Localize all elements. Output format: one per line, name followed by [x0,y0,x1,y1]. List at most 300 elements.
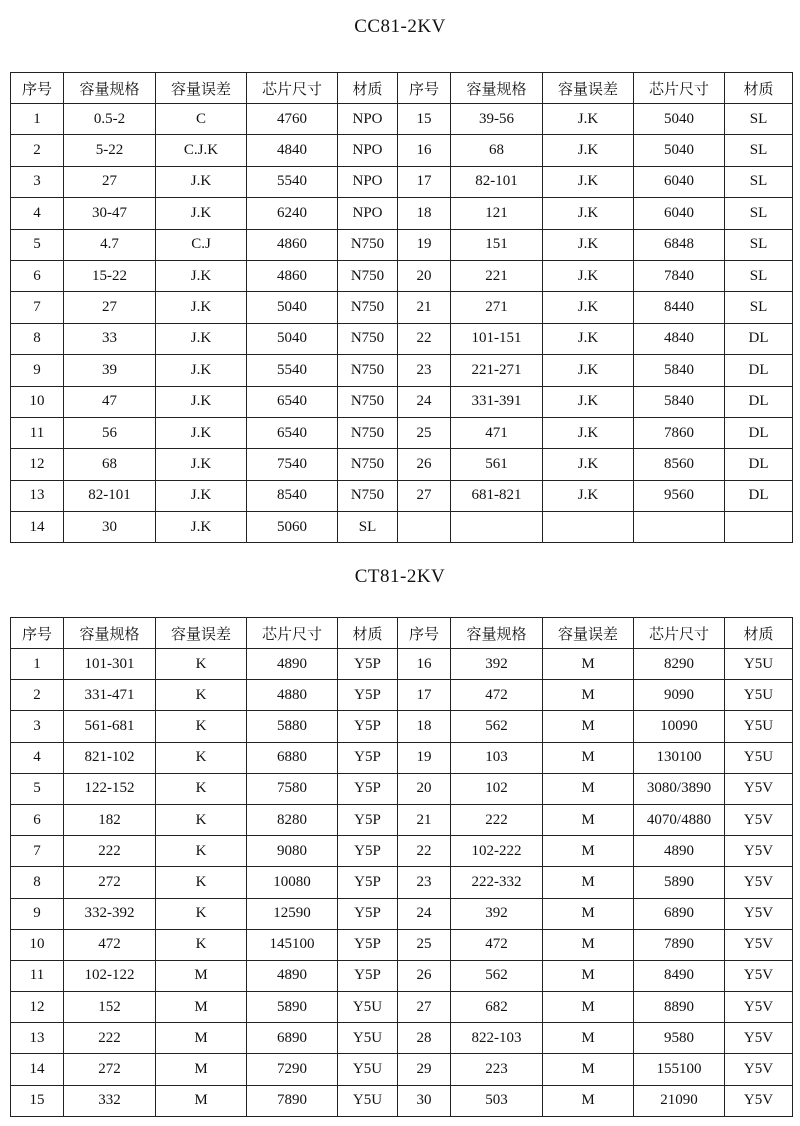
header-material: 材质 [338,73,398,104]
cell-serial-no: 4 [11,198,64,229]
cell-material: SL [725,166,793,197]
cell-material: SL [338,512,398,543]
table-row [11,929,793,960]
cell-serial-no: 20 [398,773,451,804]
cell-material: Y5V [725,898,793,929]
cell-capacity-spec: 4.7 [64,229,156,260]
cell-serial-no: 19 [398,742,451,773]
header-serial-no: 序号 [11,618,64,649]
cell-capacity-tolerance: M [543,773,634,804]
header-serial-no: 序号 [11,73,64,104]
cell-capacity-tolerance: J.K [543,449,634,480]
cell-capacity-tolerance: M [543,898,634,929]
table-row [11,836,793,867]
cell-serial-no: 17 [398,680,451,711]
table-row [11,135,793,166]
table-row [11,449,793,480]
cell-capacity-tolerance: M [543,836,634,867]
cell-serial-no: 14 [11,1054,64,1085]
cell-chip-size: 7860 [634,417,725,448]
cell-material: DL [725,323,793,354]
cell-chip-size: 21090 [634,1085,725,1116]
cell-serial-no: 21 [398,292,451,323]
cell-capacity-tolerance: J.K [156,355,247,386]
cell-material: Y5U [725,742,793,773]
cc81-table-title: CC81-2KV [354,16,446,37]
cell-serial-no: 23 [398,355,451,386]
cell-capacity-tolerance: J.K [156,386,247,417]
cell-material: Y5U [338,1085,398,1116]
cell-capacity-spec: 222 [64,1023,156,1054]
cell-capacity-spec: 5-22 [64,135,156,166]
cell-capacity-tolerance: J.K [156,480,247,511]
cell-capacity-tolerance: M [543,929,634,960]
cell-material: N750 [338,355,398,386]
cell-capacity-tolerance: J.K [156,292,247,323]
cell-material: NPO [338,135,398,166]
cell-material: DL [725,449,793,480]
cell-chip-size: 5840 [634,386,725,417]
cell-capacity-spec: 122-152 [64,773,156,804]
cell-capacity-tolerance: M [543,960,634,991]
cell-chip-size: 4890 [247,649,338,680]
cell-serial-no: 15 [398,104,451,135]
cell-capacity-tolerance: J.K [156,417,247,448]
ct81-table-title: CT81-2KV [354,566,446,587]
cell-capacity-spec: 562 [451,960,543,991]
cell-capacity-tolerance: M [543,867,634,898]
cell-chip-size: 5040 [247,292,338,323]
cell-capacity-tolerance: J.K [156,198,247,229]
cell-material: Y5V [725,1023,793,1054]
cell-serial-no: 2 [11,135,64,166]
cell-chip-size: 9580 [634,1023,725,1054]
cell-capacity-spec: 562 [451,711,543,742]
cell-serial-no: 12 [11,449,64,480]
cell-serial-no: 11 [11,960,64,991]
cell-capacity-spec: 222 [64,836,156,867]
cell-serial-no: 26 [398,960,451,991]
table-row [11,323,793,354]
cell-material: SL [725,229,793,260]
cell-serial-no: 25 [398,417,451,448]
cell-capacity-spec: 682 [451,992,543,1023]
cell-capacity-tolerance: C.J.K [156,135,247,166]
header-capacity-spec: 容量规格 [451,618,543,649]
table-row [11,104,793,135]
cell-capacity-tolerance: K [156,929,247,960]
header-row [11,73,793,104]
cell-serial-no: 13 [11,1023,64,1054]
cell-material: Y5P [338,867,398,898]
cell-material: Y5V [725,804,793,835]
cell-serial-no: 11 [11,417,64,448]
table-row [11,292,793,323]
cell-chip-size: 5890 [634,867,725,898]
cell-material: N750 [338,386,398,417]
cell-material: Y5P [338,773,398,804]
cell-capacity-spec: 152 [64,992,156,1023]
cell-capacity-tolerance: M [156,992,247,1023]
cell-serial-no: 3 [11,711,64,742]
cell-capacity-tolerance: M [543,1054,634,1085]
cell-chip-size: 7890 [247,1085,338,1116]
cell-serial-no: 8 [11,323,64,354]
cell-material: Y5P [338,929,398,960]
cell-material: NPO [338,198,398,229]
cell-capacity-tolerance: J.K [543,198,634,229]
cell-material: SL [725,292,793,323]
cell-material: N750 [338,292,398,323]
cell-capacity-tolerance: K [156,742,247,773]
cell-material: DL [725,480,793,511]
cell-capacity-spec: 15-22 [64,260,156,291]
cell-capacity-tolerance: M [156,960,247,991]
cell-chip-size: 6040 [634,198,725,229]
cell-capacity-tolerance: J.K [543,166,634,197]
cell-chip-size: 6040 [634,166,725,197]
cell-capacity-spec: 221-271 [451,355,543,386]
cell-capacity-spec: 272 [64,1054,156,1085]
cell-chip-size: 8280 [247,804,338,835]
cell-serial-no: 13 [11,480,64,511]
cell-capacity-spec: 561-681 [64,711,156,742]
cell-serial-no: 18 [398,711,451,742]
cell-capacity-spec: 102-122 [64,960,156,991]
cell-chip-size: 7840 [634,260,725,291]
header-row [11,618,793,649]
cell-capacity-tolerance: J.K [543,417,634,448]
cell-capacity-spec: 27 [64,292,156,323]
cell-chip-size: 5880 [247,711,338,742]
cell-serial-no: 29 [398,1054,451,1085]
cell-serial-no: 5 [11,229,64,260]
header-material: 材质 [338,618,398,649]
cell-chip-size: 7580 [247,773,338,804]
cell-material: N750 [338,417,398,448]
cell-capacity-tolerance: M [543,680,634,711]
cell-capacity-spec: 39 [64,355,156,386]
cell-capacity-tolerance: K [156,836,247,867]
cell-serial-no: 27 [398,480,451,511]
table-row [11,804,793,835]
table-row [11,1085,793,1116]
cell-material: DL [725,386,793,417]
cell-capacity-tolerance: J.K [156,512,247,543]
cell-capacity-tolerance: J.K [543,386,634,417]
cell-chip-size: 9090 [634,680,725,711]
cell-capacity-spec: 102 [451,773,543,804]
cell-capacity-spec: 121 [451,198,543,229]
header-capacity-tolerance: 容量误差 [156,618,247,649]
cell-capacity-tolerance: J.K [156,166,247,197]
cell-chip-size: 4840 [247,135,338,166]
cell-material: Y5V [725,929,793,960]
cell-serial-no: 22 [398,836,451,867]
cell-capacity-spec: 472 [451,680,543,711]
table-row [11,898,793,929]
cell-serial-no: 1 [11,104,64,135]
cell-material: NPO [338,166,398,197]
cell-capacity-tolerance: K [156,804,247,835]
table-row [11,229,793,260]
table-row [11,417,793,448]
cell-chip-size: 5040 [247,323,338,354]
cell-capacity-spec: 331-471 [64,680,156,711]
cell-capacity-tolerance: M [543,804,634,835]
cell-material: Y5P [338,711,398,742]
cell-capacity-spec: 503 [451,1085,543,1116]
cell-material: Y5U [725,711,793,742]
cell-capacity-spec: 0.5-2 [64,104,156,135]
cell-material: N750 [338,260,398,291]
cell-chip-size: 5060 [247,512,338,543]
cc81-spec-table [10,72,793,543]
cell-capacity-tolerance: M [543,1023,634,1054]
cell-capacity-spec: 33 [64,323,156,354]
cell-material: SL [725,104,793,135]
cell-chip-size: 6240 [247,198,338,229]
table-row [11,773,793,804]
cell-serial-no: 22 [398,323,451,354]
cell-capacity-spec: 392 [451,649,543,680]
cell-capacity-spec: 30-47 [64,198,156,229]
cell-material: DL [725,355,793,386]
cell-capacity-spec: 821-102 [64,742,156,773]
cell-capacity-spec: 471 [451,417,543,448]
table-row [11,512,793,543]
cell-capacity-spec: 103 [451,742,543,773]
cell-capacity-tolerance: M [156,1054,247,1085]
cell-capacity-spec: 223 [451,1054,543,1085]
cell-chip-size: 4860 [247,260,338,291]
cell-serial-no: 12 [11,992,64,1023]
cell-capacity-tolerance: M [543,1085,634,1116]
cell-capacity-tolerance: J.K [543,135,634,166]
header-capacity-tolerance: 容量误差 [543,73,634,104]
cell-chip-size: 4070/4880 [634,804,725,835]
header-chip-size: 芯片尺寸 [247,618,338,649]
cell-chip-size: 5040 [634,135,725,166]
header-serial-no: 序号 [398,73,451,104]
header-chip-size: 芯片尺寸 [634,73,725,104]
cell-serial-no: 18 [398,198,451,229]
table-row [11,711,793,742]
cell-material [725,512,793,543]
cell-serial-no: 16 [398,649,451,680]
header-material: 材质 [725,73,793,104]
cell-capacity-tolerance: J.K [156,260,247,291]
cell-chip-size: 6848 [634,229,725,260]
cell-capacity-tolerance: K [156,867,247,898]
cell-material: Y5U [338,992,398,1023]
cell-capacity-tolerance: M [543,649,634,680]
cell-chip-size: 8490 [634,960,725,991]
cell-serial-no [398,512,451,543]
cell-serial-no: 6 [11,804,64,835]
cell-material: Y5P [338,680,398,711]
cell-serial-no: 10 [11,386,64,417]
cell-chip-size: 145100 [247,929,338,960]
cell-serial-no: 24 [398,386,451,417]
cell-material: SL [725,198,793,229]
cell-serial-no: 20 [398,260,451,291]
cell-chip-size: 7290 [247,1054,338,1085]
cell-capacity-spec: 822-103 [451,1023,543,1054]
cell-chip-size: 4760 [247,104,338,135]
header-serial-no: 序号 [398,618,451,649]
cell-capacity-tolerance: M [543,992,634,1023]
cell-chip-size: 5890 [247,992,338,1023]
table-row [11,166,793,197]
table-row [11,198,793,229]
cell-capacity-spec [451,512,543,543]
cell-capacity-spec: 681-821 [451,480,543,511]
cell-serial-no: 1 [11,649,64,680]
cell-capacity-tolerance: M [156,1085,247,1116]
cell-capacity-spec: 151 [451,229,543,260]
header-chip-size: 芯片尺寸 [634,618,725,649]
cell-serial-no: 4 [11,742,64,773]
cell-material: Y5P [338,649,398,680]
cell-material: Y5V [725,773,793,804]
cell-material: N750 [338,323,398,354]
cell-material: Y5U [725,649,793,680]
cell-capacity-tolerance: J.K [156,323,247,354]
cell-capacity-spec: 221 [451,260,543,291]
cell-chip-size: 4880 [247,680,338,711]
cell-chip-size: 8890 [634,992,725,1023]
cell-chip-size: 6890 [634,898,725,929]
header-chip-size: 芯片尺寸 [247,73,338,104]
cell-capacity-tolerance: C [156,104,247,135]
cell-chip-size: 5540 [247,355,338,386]
cell-serial-no: 10 [11,929,64,960]
cell-chip-size: 7540 [247,449,338,480]
header-capacity-spec: 容量规格 [64,618,156,649]
cell-chip-size: 6540 [247,417,338,448]
cell-capacity-spec: 82-101 [451,166,543,197]
cell-material: SL [725,260,793,291]
cell-serial-no: 3 [11,166,64,197]
cell-capacity-tolerance: K [156,898,247,929]
cell-chip-size: 6880 [247,742,338,773]
cell-capacity-tolerance: K [156,680,247,711]
cell-material: Y5U [725,680,793,711]
cell-serial-no: 7 [11,292,64,323]
cell-chip-size: 12590 [247,898,338,929]
cell-capacity-spec: 331-391 [451,386,543,417]
cell-serial-no: 16 [398,135,451,166]
header-capacity-tolerance: 容量误差 [543,618,634,649]
cell-material: NPO [338,104,398,135]
cell-capacity-tolerance: J.K [543,260,634,291]
cell-chip-size: 8560 [634,449,725,480]
cell-material: Y5V [725,867,793,898]
cell-capacity-spec: 101-151 [451,323,543,354]
cell-serial-no: 8 [11,867,64,898]
cell-chip-size: 5540 [247,166,338,197]
cell-chip-size: 8440 [634,292,725,323]
cell-chip-size [634,512,725,543]
cell-capacity-spec: 472 [64,929,156,960]
cell-serial-no: 14 [11,512,64,543]
cell-chip-size: 7890 [634,929,725,960]
cell-capacity-spec: 561 [451,449,543,480]
cell-material: N750 [338,229,398,260]
cell-capacity-spec: 101-301 [64,649,156,680]
cell-chip-size: 4860 [247,229,338,260]
cell-capacity-tolerance: K [156,711,247,742]
cell-serial-no: 9 [11,355,64,386]
cell-material: Y5U [338,1054,398,1085]
table-row [11,649,793,680]
cell-serial-no: 5 [11,773,64,804]
cell-serial-no: 6 [11,260,64,291]
cell-capacity-spec: 68 [64,449,156,480]
cell-capacity-tolerance [543,512,634,543]
cell-capacity-spec: 332-392 [64,898,156,929]
cell-material: Y5P [338,960,398,991]
cell-material: N750 [338,449,398,480]
table-row [11,680,793,711]
cell-capacity-spec: 472 [451,929,543,960]
cell-material: Y5P [338,742,398,773]
cell-material: Y5P [338,836,398,867]
table-row [11,1054,793,1085]
cell-chip-size: 6540 [247,386,338,417]
cell-material: Y5P [338,898,398,929]
table-row [11,960,793,991]
cell-capacity-spec: 271 [451,292,543,323]
cell-chip-size: 3080/3890 [634,773,725,804]
ct81-spec-table [10,617,793,1117]
cell-serial-no: 28 [398,1023,451,1054]
cell-capacity-tolerance: J.K [543,323,634,354]
cell-capacity-spec: 47 [64,386,156,417]
header-material: 材质 [725,618,793,649]
cell-material: Y5V [725,1054,793,1085]
cell-capacity-tolerance: J.K [543,104,634,135]
table-row [11,992,793,1023]
cell-material: DL [725,417,793,448]
cell-capacity-spec: 27 [64,166,156,197]
cell-material: SL [725,135,793,166]
table-row [11,260,793,291]
cell-chip-size: 5040 [634,104,725,135]
cell-serial-no: 21 [398,804,451,835]
cell-capacity-spec: 56 [64,417,156,448]
cell-capacity-tolerance: M [543,711,634,742]
cell-serial-no: 24 [398,898,451,929]
cell-chip-size: 10090 [634,711,725,742]
cell-chip-size: 5840 [634,355,725,386]
cell-chip-size: 9080 [247,836,338,867]
cell-capacity-spec: 39-56 [451,104,543,135]
cell-serial-no: 25 [398,929,451,960]
cell-chip-size: 4890 [247,960,338,991]
cell-material: Y5P [338,804,398,835]
cell-serial-no: 2 [11,680,64,711]
cell-capacity-tolerance: J.K [543,292,634,323]
header-capacity-spec: 容量规格 [64,73,156,104]
table-row [11,480,793,511]
table-row [11,355,793,386]
cell-serial-no: 7 [11,836,64,867]
cell-capacity-spec: 182 [64,804,156,835]
table-row [11,386,793,417]
cell-serial-no: 17 [398,166,451,197]
